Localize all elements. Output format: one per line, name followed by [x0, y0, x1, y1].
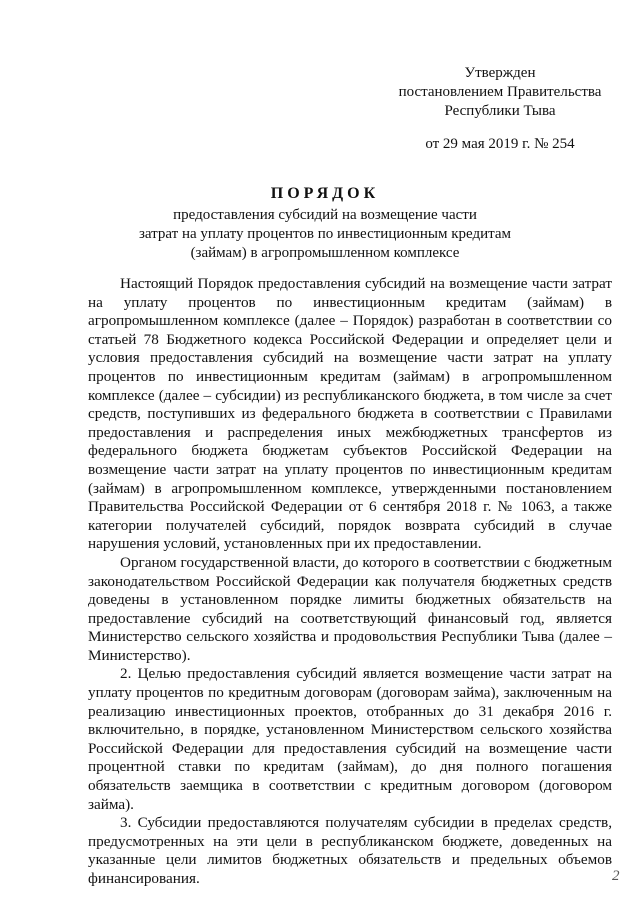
approval-stamp — [385, 64, 615, 154]
subtitle-line-2: затрат на уплату процентов по инвестиционным кредитам — [138, 226, 512, 242]
page-number: 2 — [612, 868, 620, 884]
subtitle-line-3: (займам) в агропромышленном комплексе — [190, 245, 460, 261]
paragraph-authority: Органом государственной власти, до которого в соответствии с бюджетным законодательством Российской Федерации как получателя бюджетных средств доведены в установленном порядке лимиты бюджетных обязательств на предоставление субсидий на соответствующий финансовый год, является Министерство сельского хозяйства и продовольствия Республики Тыва (далее – Министерство). — [88, 553, 612, 664]
subtitle-line-1: предоставления субсидий на возмещение части — [173, 207, 477, 223]
approval-line-approved: Утвержден — [464, 65, 536, 81]
document-subtitle — [80, 206, 570, 263]
document-body — [88, 275, 612, 889]
approval-line-republic: Республики Тыва — [444, 103, 556, 119]
approval-date-number: от 29 мая 2019 г. № 254 — [425, 136, 575, 152]
paragraph-item-2: 2. Целью предоставления субсидий является возмещение части затрат на уплату процентов по кредитным договорам (договорам займа), заключенным на реализацию инвестиционных проектов, отобранных до 31 декабря 2016 г. включительно, в порядке, установленном Министерством сельского хозяйства Российской Федерации для предоставления субсидий на возмещение части процентной ставки по кредитам (займам), до дня полного погашения обязательств заемщика в соответствии с кредитным договором (договором займа). — [88, 665, 612, 813]
paragraph-intro: Настоящий Порядок предоставления субсидий на возмещение части затрат на уплату процентов по инвестиционным кредитам (займам) в агропромышленном комплексе (далее – Порядок) разработан в соответствии со статьей 78 Бюджетного кодекса Российской Федерации и определяет цели и условия предоставления субсидий на возмещение части затрат на уплату процентов по инвестиционным кредитам (займам) в агропромышленном комплексе (далее – субсидии) из республиканского бюджета, в том числе за счет средств, поступивших из федерального бюджета в соответствии с Правилами предоставления и распределения иных межбюджетных трансфертов из федерального бюджета бюджетам субъектов Российской Федерации на возмещение части затрат на уплату процентов по инвестиционным кредитам (займам) в агропромышленном комплексе, утвержденными постановлением Правительства Российской Федерации от 6 сентября 2018 г. № 1063, а также категории получателей субсидий, порядок возврата субсидий в случае нарушения условий, установленных при их предоставлении. — [88, 275, 612, 553]
approval-line-resolution: постановлением Правительства — [398, 84, 602, 100]
paragraph-item-3: 3. Субсидии предоставляются получателям субсидии в пределах средств, предусмотренных на эти цели в республиканском бюджете, доведенных на указанные цели лимитов бюджетных обязательств и предельных объемов финансирования. — [88, 814, 612, 887]
document-title: ПОРЯДОК — [270, 185, 380, 202]
